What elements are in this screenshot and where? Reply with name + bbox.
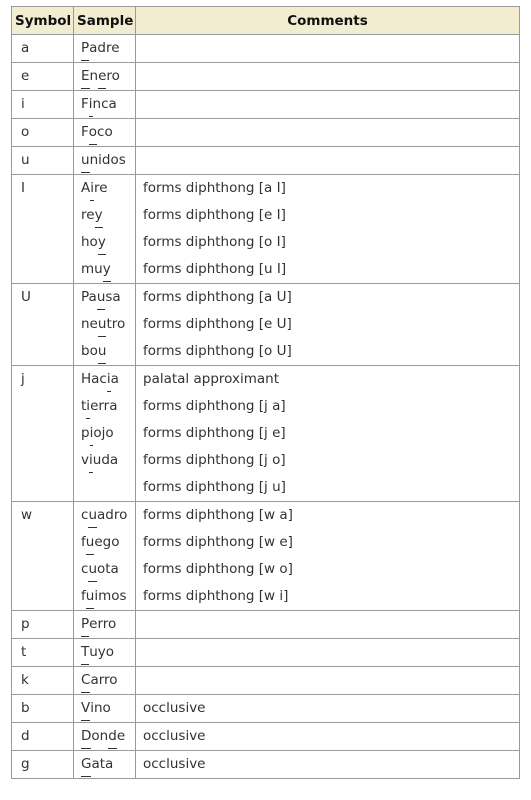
table-row xyxy=(12,175,520,284)
comment-text: palatal approximant xyxy=(143,371,279,387)
underlined-letter: V xyxy=(81,700,91,716)
sample-word: neutro xyxy=(81,316,126,332)
underlined-letter: i xyxy=(89,452,93,468)
underlined-letter: i xyxy=(106,371,111,387)
comments-cell xyxy=(136,502,520,611)
underlined-letter: T xyxy=(81,644,90,660)
sample-cell xyxy=(74,667,136,695)
sample-cell xyxy=(74,63,136,91)
sample-cell xyxy=(74,639,136,667)
symbol-text: i xyxy=(21,96,25,112)
symbol-text: g xyxy=(21,756,30,772)
sample-cell xyxy=(74,147,136,175)
sample-word: cuota xyxy=(81,561,119,577)
sample-word: Aire xyxy=(81,180,108,196)
table-row xyxy=(12,366,520,502)
underlined-letter: o xyxy=(88,124,98,140)
symbol-cell xyxy=(12,91,74,119)
table-row xyxy=(12,147,520,175)
symbol-text: t xyxy=(21,644,27,660)
symbol-text: j xyxy=(21,371,25,387)
comment-text: forms diphthong [u I] xyxy=(143,261,287,277)
comments-cell xyxy=(136,284,520,366)
comment-text: forms diphthong [o I] xyxy=(143,234,286,250)
sample-cell xyxy=(74,284,136,366)
sample-cell xyxy=(74,751,136,779)
table-row xyxy=(12,695,520,723)
sample-word: Pausa xyxy=(81,289,121,305)
symbol-text: a xyxy=(21,40,30,56)
symbol-cell xyxy=(12,63,74,91)
comments-cell xyxy=(136,667,520,695)
table-row xyxy=(12,91,520,119)
sample-word: unidos xyxy=(81,152,126,168)
underlined-letter: y xyxy=(102,261,111,277)
table-row xyxy=(12,502,520,611)
sample-word: muy xyxy=(81,261,111,277)
underlined-letter: E xyxy=(81,68,90,84)
sample-word: tierra xyxy=(81,398,118,414)
table-row xyxy=(12,119,520,147)
sample-word: Padre xyxy=(81,40,120,56)
symbol-text: b xyxy=(21,700,30,716)
symbol-text: w xyxy=(21,507,33,523)
table-row xyxy=(12,667,520,695)
comment-text: forms diphthong [j a] xyxy=(143,398,286,414)
comments-cell xyxy=(136,63,520,91)
underlined-letter: u xyxy=(81,152,90,168)
symbol-cell xyxy=(12,695,74,723)
symbol-cell xyxy=(12,284,74,366)
comments-cell xyxy=(136,723,520,751)
symbol-cell xyxy=(12,119,74,147)
comment-text: forms diphthong [e U] xyxy=(143,316,292,332)
comments-cell xyxy=(136,639,520,667)
comments-cell xyxy=(136,175,520,284)
symbol-text: e xyxy=(21,68,30,84)
underlined-letter: e xyxy=(98,68,107,84)
table-row xyxy=(12,35,520,63)
symbol-cell xyxy=(12,639,74,667)
sample-cell xyxy=(74,119,136,147)
underlined-letter: u xyxy=(85,534,95,550)
comments-cell xyxy=(136,119,520,147)
header-symbol: Symbol xyxy=(12,7,74,35)
sample-cell xyxy=(74,91,136,119)
comment-text: forms diphthong [j o] xyxy=(143,452,286,468)
comments-cell xyxy=(136,147,520,175)
underlined-letter: u xyxy=(97,343,107,359)
sample-word: viuda xyxy=(81,452,119,468)
sample-word: fuimos xyxy=(81,588,127,604)
sample-cell xyxy=(74,366,136,502)
underlined-letter: i xyxy=(86,398,91,414)
symbol-cell xyxy=(12,175,74,284)
sample-word: Perro xyxy=(81,616,117,632)
underlined-letter: i xyxy=(88,96,93,112)
comment-text: forms diphthong [w i] xyxy=(143,588,289,604)
sample-word: Carro xyxy=(81,672,118,688)
sample-word: hoy xyxy=(81,234,106,250)
symbol-cell xyxy=(12,147,74,175)
underlined-letter: P xyxy=(81,616,90,632)
sample-word: fuego xyxy=(81,534,120,550)
underlined-letter: d xyxy=(108,728,117,744)
comment-text: forms diphthong [a I] xyxy=(143,180,286,196)
underlined-letter: y xyxy=(94,207,103,223)
comment-text: forms diphthong [e I] xyxy=(143,207,286,223)
sample-cell xyxy=(74,723,136,751)
symbol-text: o xyxy=(21,124,30,140)
symbol-cell xyxy=(12,502,74,611)
sample-word: Gata xyxy=(81,756,114,772)
underlined-letter: D xyxy=(81,728,92,744)
symbol-cell xyxy=(12,35,74,63)
phoneme-table-container xyxy=(11,6,519,779)
comments-cell xyxy=(136,695,520,723)
table-row xyxy=(12,63,520,91)
underlined-letter: u xyxy=(88,507,97,523)
comment-text: forms diphthong [w a] xyxy=(143,507,293,523)
underlined-letter: i xyxy=(89,425,94,441)
comment-text: occlusive xyxy=(143,700,206,716)
comment-text: forms diphthong [j e] xyxy=(143,425,286,441)
comments-cell xyxy=(136,91,520,119)
table-body xyxy=(12,35,520,779)
comment-text: forms diphthong [w e] xyxy=(143,534,293,550)
sample-word: bou xyxy=(81,343,107,359)
comments-cell xyxy=(136,366,520,502)
sample-word: cuadro xyxy=(81,507,128,523)
sample-cell xyxy=(74,611,136,639)
sample-word: piojo xyxy=(81,425,114,441)
sample-word: rey xyxy=(81,207,103,223)
phoneme-table xyxy=(11,6,520,779)
underlined-letter: u xyxy=(85,588,95,604)
comments-cell xyxy=(136,751,520,779)
symbol-cell xyxy=(12,366,74,502)
symbol-text: u xyxy=(21,152,30,168)
symbol-cell xyxy=(12,611,74,639)
underlined-letter: u xyxy=(97,316,107,332)
underlined-letter: i xyxy=(90,180,95,196)
sample-word: Hacia xyxy=(81,371,119,387)
header-row xyxy=(12,7,520,35)
sample-word: Enero xyxy=(81,68,120,84)
sample-cell xyxy=(74,35,136,63)
underlined-letter: C xyxy=(81,672,91,688)
underlined-letter: u xyxy=(96,289,106,305)
comment-text: forms diphthong [j u] xyxy=(143,479,286,495)
table-row xyxy=(12,723,520,751)
symbol-cell xyxy=(12,667,74,695)
table-row xyxy=(12,639,520,667)
symbol-text: U xyxy=(21,289,31,305)
table-row xyxy=(12,284,520,366)
comment-text: forms diphthong [o U] xyxy=(143,343,292,359)
symbol-cell xyxy=(12,751,74,779)
header-sample: Sample xyxy=(74,7,136,35)
sample-word: Foco xyxy=(81,124,113,140)
table-row xyxy=(12,751,520,779)
sample-cell xyxy=(74,695,136,723)
comment-text: forms diphthong [w o] xyxy=(143,561,293,577)
underlined-letter: P xyxy=(81,40,90,56)
symbol-text: I xyxy=(21,180,25,196)
underlined-letter: u xyxy=(88,561,97,577)
sample-cell xyxy=(74,175,136,284)
underlined-letter: G xyxy=(81,756,92,772)
comment-text: forms diphthong [a U] xyxy=(143,289,292,305)
comment-text: occlusive xyxy=(143,728,206,744)
comment-text: occlusive xyxy=(143,756,206,772)
header-comments: Comments xyxy=(136,7,520,35)
sample-cell xyxy=(74,502,136,611)
underlined-letter: y xyxy=(97,234,106,250)
comments-cell xyxy=(136,35,520,63)
table-row xyxy=(12,611,520,639)
comments-cell xyxy=(136,611,520,639)
sample-word: Finca xyxy=(81,96,117,112)
sample-word: Donde xyxy=(81,728,126,744)
symbol-cell xyxy=(12,723,74,751)
sample-word: Vino xyxy=(81,700,111,716)
symbol-text: d xyxy=(21,728,30,744)
symbol-text: p xyxy=(21,616,30,632)
sample-word: Tuyo xyxy=(81,644,115,660)
symbol-text: k xyxy=(21,672,29,688)
